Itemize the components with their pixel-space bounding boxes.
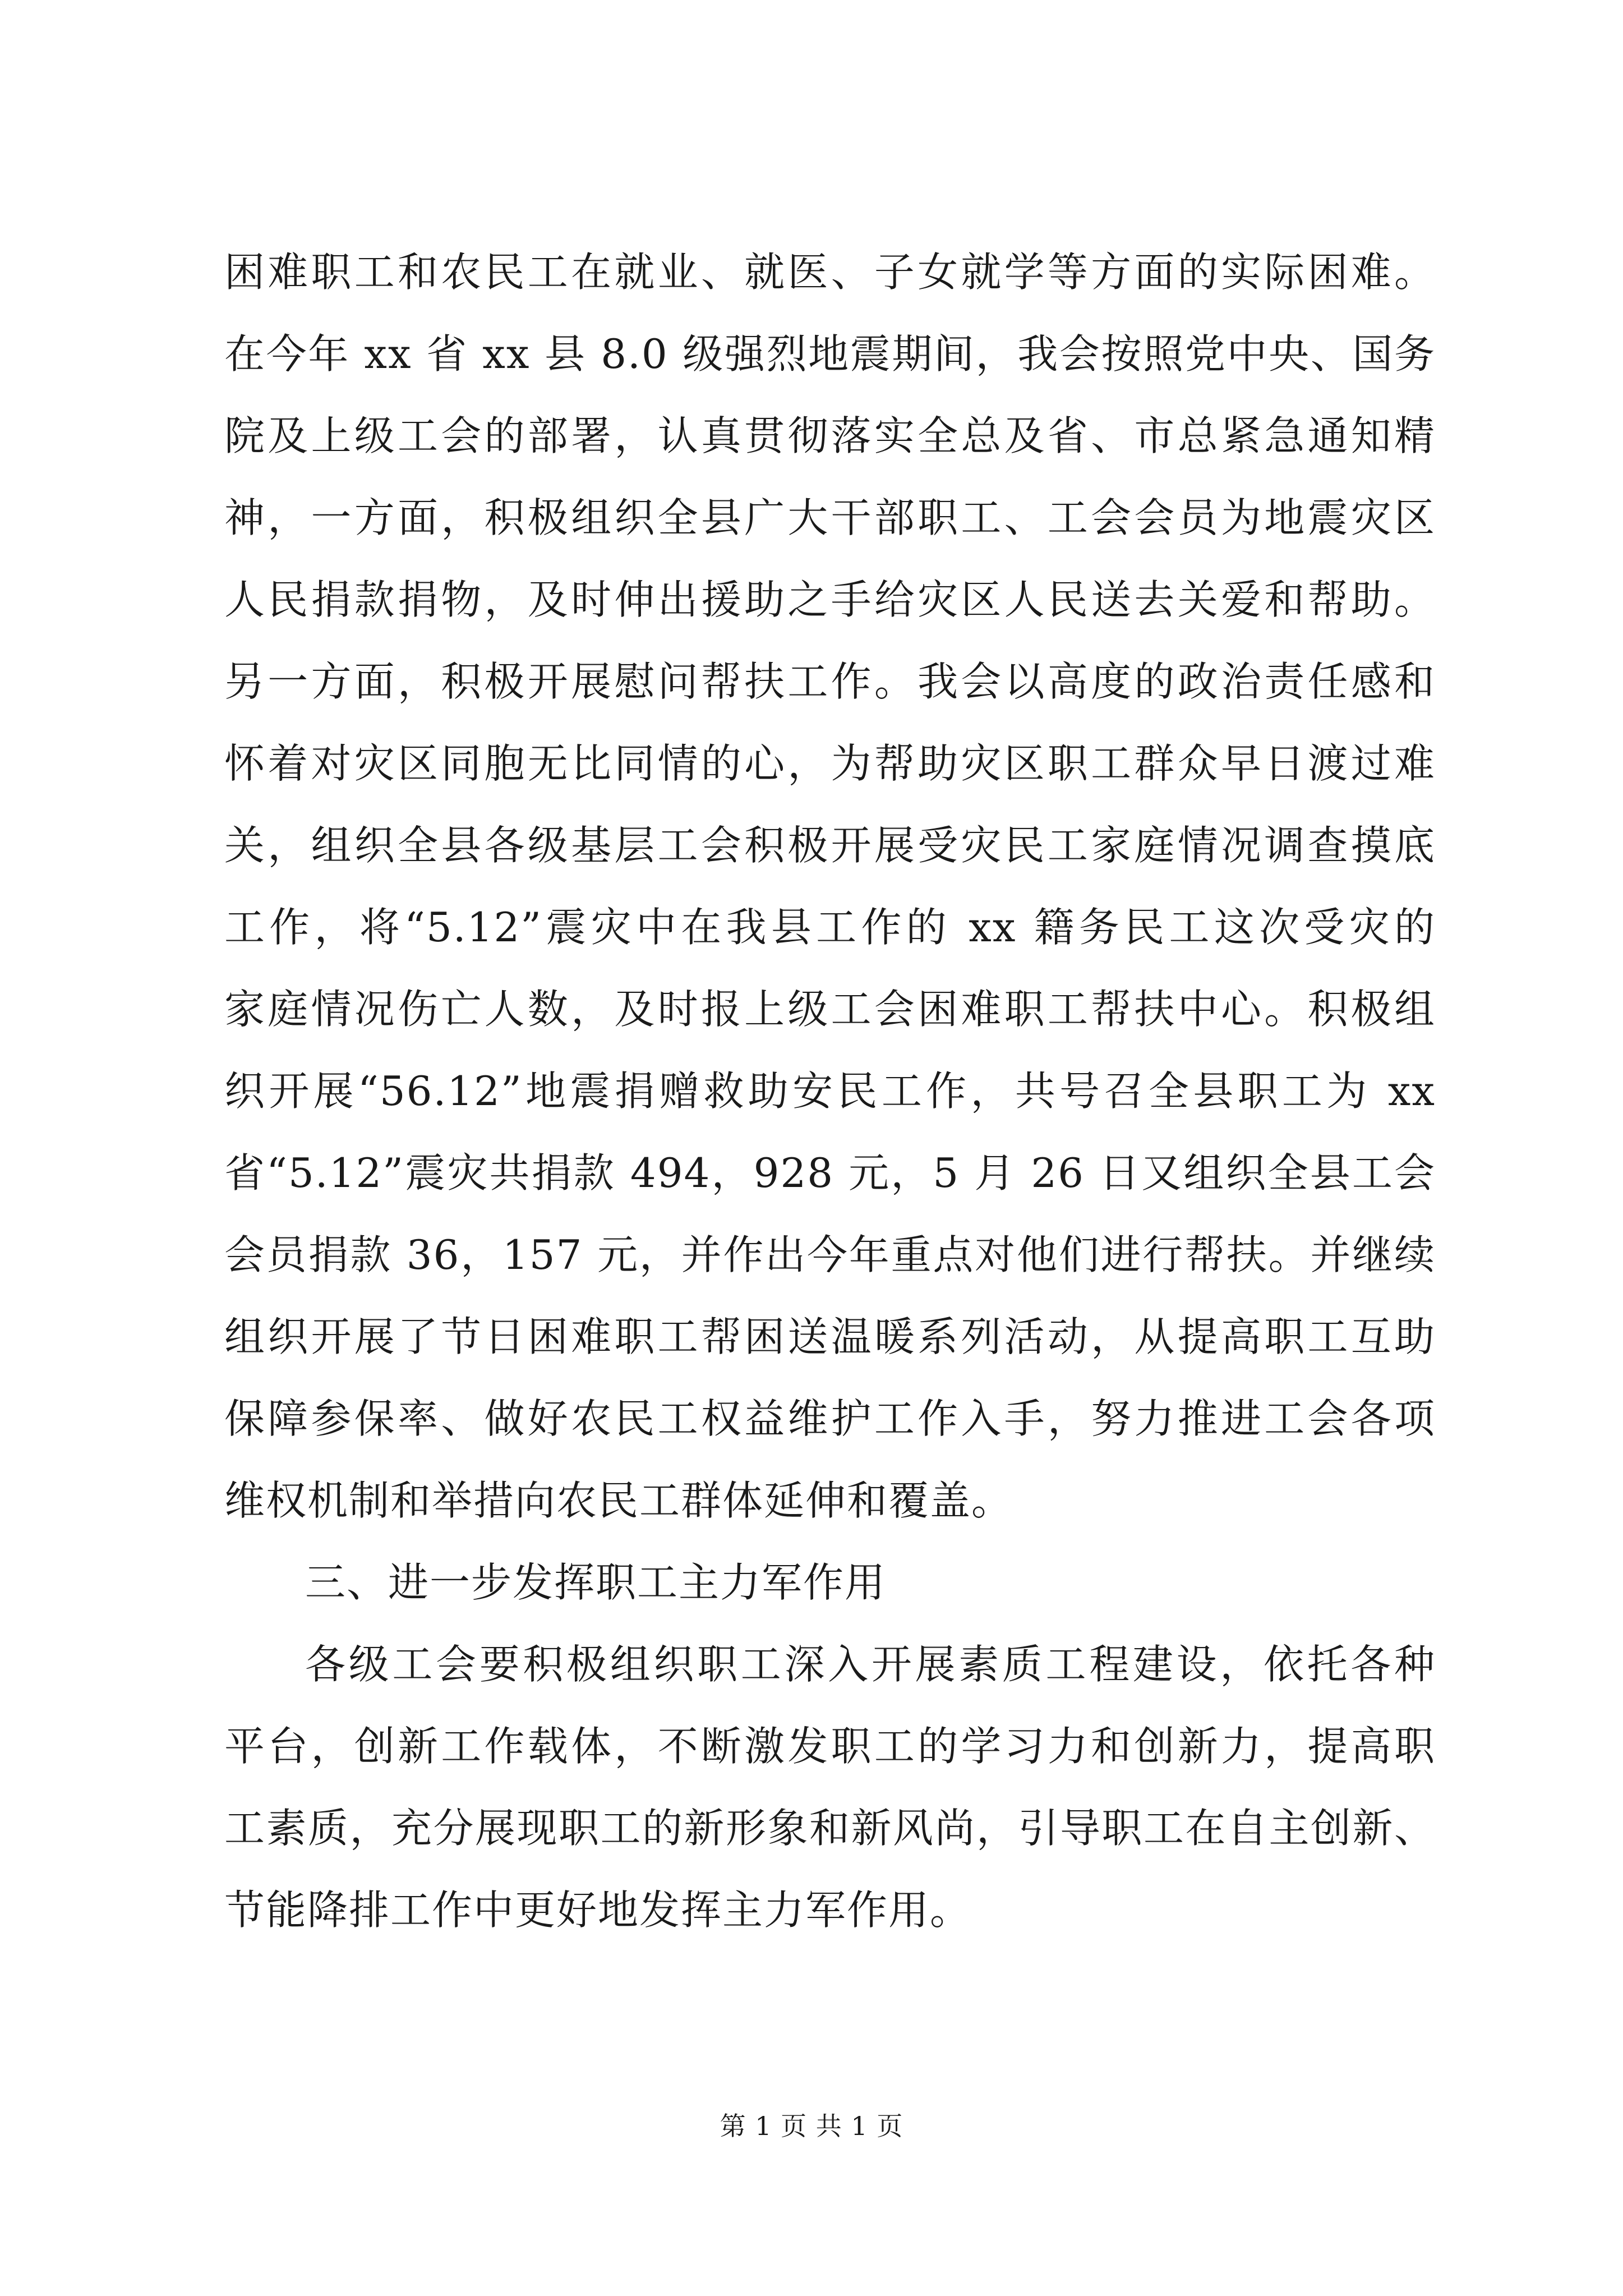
body-line: 神，一方面，积极组织全县广大干部职工、工会会员为地震灾区 (224, 494, 1436, 541)
body-line: 在今年 xx 省 xx 县 8.0 级强烈地震期间，我会按照党中央、国务 (224, 330, 1436, 378)
body-line: 保障参保率、做好农民工权益维护工作入手，努力推进工会各项 (224, 1395, 1436, 1442)
body-line: 各级工会要积极组织职工深入开展素质工程建设，依托各种 (305, 1641, 1436, 1688)
body-line: 关，组织全县各级基层工会积极开展受灾民工家庭情况调查摸底 (224, 822, 1436, 869)
body-line: 节能降排工作中更好地发挥主力军作用。 (224, 1887, 972, 1934)
body-line: 平台，创新工作载体，不断激发职工的学习力和创新力，提高职 (224, 1723, 1436, 1770)
document-body (224, 231, 1436, 1951)
body-line: 工作，将“5.12”震灾中在我县工作的 xx 籍务民工这次受灾的 (224, 904, 1436, 951)
body-line: 组织开展了节日困难职工帮困送温暖系列活动，从提高职工互助 (224, 1313, 1436, 1360)
body-line: 怀着对灾区同胞无比同情的心，为帮助灾区职工群众早日渡过难 (224, 740, 1436, 787)
section-heading: 三、进一步发挥职工主力军作用 (305, 1559, 887, 1606)
body-line: 院及上级工会的部署，认真贯彻落实全总及省、市总紧急通知精 (224, 412, 1436, 459)
page-footer: 第 1 页 共 1 页 (720, 2111, 903, 2141)
body-line: 人民捐款捐物，及时伸出援助之手给灾区人民送去关爱和帮助。 (224, 576, 1436, 623)
body-line: 维权机制和举措向农民工群体延伸和覆盖。 (224, 1477, 1013, 1524)
body-line: 家庭情况伤亡人数，及时报上级工会困难职工帮扶中心。积极组 (224, 986, 1436, 1033)
body-line: 织开展“56.12”地震捐赠救助安民工作，共号召全县职工为 xx (224, 1068, 1436, 1115)
body-line: 工素质，充分展现职工的新形象和新风尚，引导职工在自主创新、 (224, 1805, 1436, 1852)
body-line: 省“5.12”震灾共捐款 494，928 元，5 月 26 日又组织全县工会 (224, 1149, 1436, 1197)
body-line: 困难职工和农民工在就业、就医、子女就学等方面的实际困难。 (224, 249, 1436, 296)
body-line: 会员捐款 36，157 元，并作出今年重点对他们进行帮扶。并继续 (224, 1231, 1436, 1278)
body-line: 另一方面，积极开展慰问帮扶工作。我会以高度的政治责任感和 (224, 658, 1436, 705)
